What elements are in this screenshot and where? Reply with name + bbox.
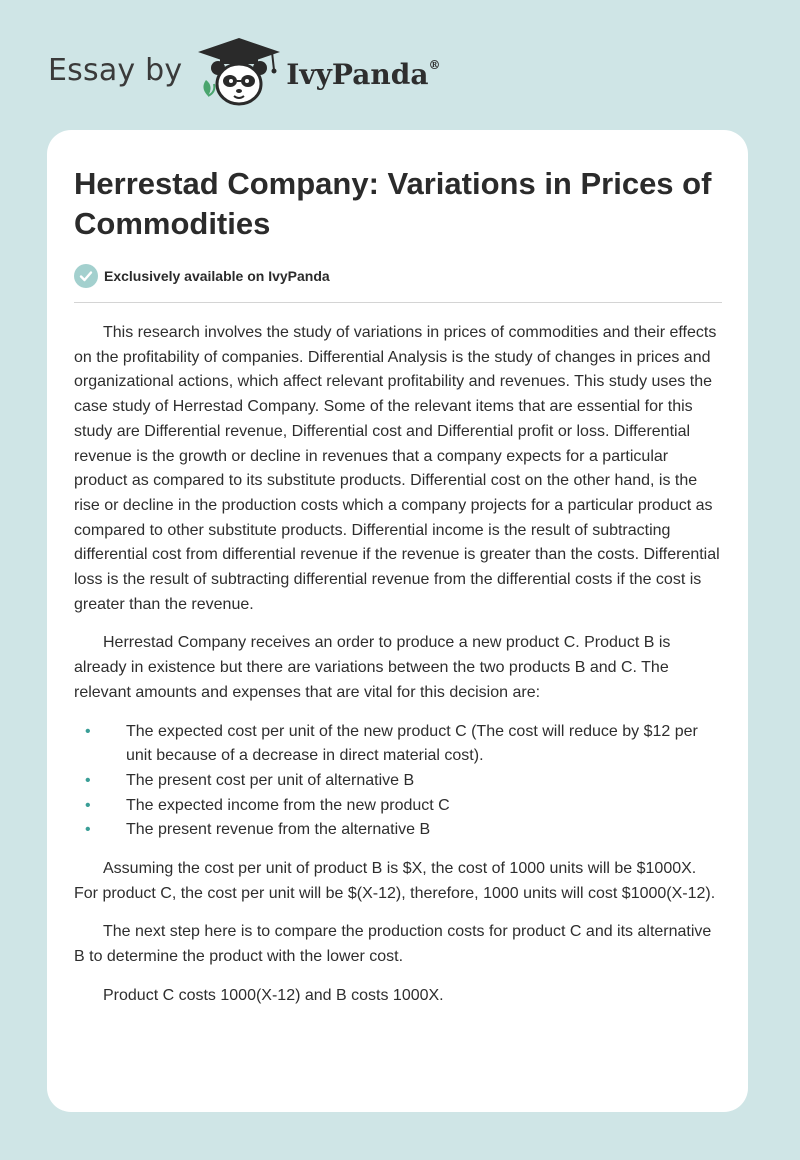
paragraph: Assuming the cost per unit of product B is $X, the cost of 1000 units will be $1000X. For product C, the cost per unit will be $(X-12), therefore, 1000 units will cost $1000(X-12).: [74, 860, 716, 902]
list-item: • The expected cost per unit of the new product C (The cost will reduce by $12 per unit because of a decrease in direct material cost).: [74, 720, 722, 769]
exclusive-badge-label: Exclusively available on IvyPanda: [104, 268, 330, 284]
brand-name: IvyPanda®: [286, 57, 441, 91]
list-item: • The present cost per unit of alternative B: [74, 769, 722, 794]
list-item: • The expected income from the new product C: [74, 794, 722, 819]
check-icon: [74, 264, 98, 288]
article-body: [74, 321, 722, 1009]
bullet-icon: •: [85, 771, 91, 789]
page-title: Herrestad Company: Variations in Prices of Commodities: [74, 166, 712, 241]
exclusive-badge: [74, 264, 722, 288]
essay-card: [47, 130, 748, 1112]
bullet-icon: •: [85, 722, 91, 740]
list-item: • The present revenue from the alternative B: [74, 818, 722, 843]
divider: [74, 302, 722, 303]
paragraph: Herrestad Company receives an order to produce a new product C. Product B is already in existence but there are variations between the two products B and C. The relevant amounts and expenses that are vital for this decision are:: [74, 634, 671, 701]
paragraph: The next step here is to compare the production costs for product C and its alternative B to determine the product with the lower cost.: [74, 923, 712, 966]
registered-mark: ®: [428, 58, 441, 73]
bullet-list: [74, 720, 722, 844]
bullet-icon: •: [85, 796, 91, 814]
brand-prefix: Essay by: [48, 52, 183, 88]
bullet-icon: •: [85, 821, 91, 839]
panda-logo-icon: [196, 36, 282, 108]
site-brand[interactable]: [48, 36, 440, 108]
paragraph: Product C costs 1000(X-12) and B costs 1000X.: [103, 986, 444, 1004]
paragraph: This research involves the study of variations in prices of commodities and their effects on the profitability of companies. Differential Analysis is the study of changes in prices and organizational actions, which affect relevant profitability and revenues. This study uses the case study of Herrestad Company. Some of the relevant items that are essential for this study are Differential revenue, Differential cost and Differential profit or loss. Differential revenue is the growth or decline in revenues that a company expects for a particular product as compared to its substitute products. Differential cost on the other hand, is the rise or decline in the production costs which a company projects for a particular product as compared to other substitute products. Differential income is the result of subtracting differential cost from differential revenue if the revenue is greater than the costs. Differential loss is the result of subtracting differential revenue from the differential costs if the cost is greater than the revenue.: [74, 324, 720, 613]
